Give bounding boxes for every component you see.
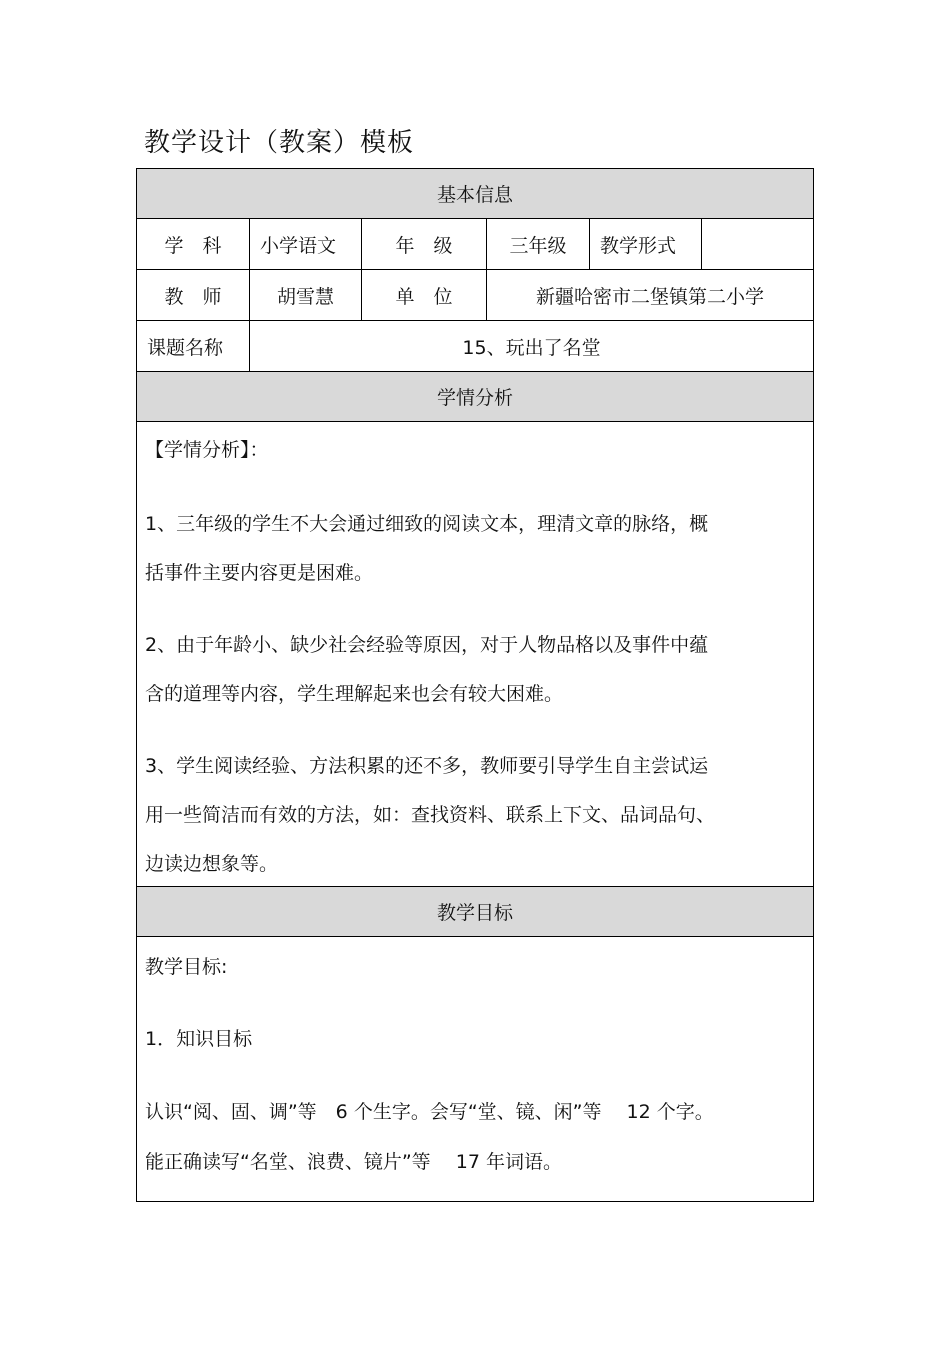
lesson-value: 15、玩出了名堂 bbox=[462, 336, 601, 359]
subject-value: 小学语文 bbox=[250, 219, 362, 269]
analysis-body bbox=[137, 422, 813, 887]
teacher-row bbox=[137, 270, 813, 321]
grade-value: 三年级 bbox=[487, 219, 590, 269]
analysis-line: 括事件主要内容更是困难。 bbox=[145, 562, 374, 584]
basic-info-header-label: 基本信息 bbox=[436, 184, 513, 206]
analysis-header bbox=[137, 372, 813, 422]
basic-info-header bbox=[137, 169, 813, 219]
objectives-header bbox=[137, 887, 813, 937]
page-title: 教学设计（教案）模板 bbox=[144, 128, 415, 158]
teacher-label: 教 师 bbox=[137, 270, 250, 320]
form-value bbox=[702, 219, 813, 269]
analysis-line: 3、学生阅读经验、方法积累的还不多，教师要引导学生自主尝试运 bbox=[145, 755, 709, 777]
subject-label: 学 科 bbox=[137, 219, 250, 269]
objectives-body bbox=[137, 937, 813, 1201]
lesson-plan-table bbox=[136, 168, 814, 1202]
analysis-line: 1、三年级的学生不大会通过细致的阅读文本，理清文章的脉络，概 bbox=[145, 513, 709, 535]
teacher-value: 胡雪慧 bbox=[250, 270, 362, 320]
lesson-label: 课题名称 bbox=[137, 321, 250, 371]
objectives-line: 教学目标: bbox=[145, 956, 228, 978]
unit-label: 单 位 bbox=[362, 270, 487, 320]
form-label: 教学形式 bbox=[590, 219, 702, 269]
objectives-line: 认识“阅、固、调”等 6 个生字。会写“堂、镜、闲”等 12 个字。 bbox=[145, 1101, 714, 1123]
grade-label: 年 级 bbox=[362, 219, 487, 269]
analysis-line: 【学情分析】： bbox=[145, 439, 269, 461]
analysis-line: 含的道理等内容，学生理解起来也会有较大困难。 bbox=[145, 683, 564, 705]
unit-value: 新疆哈密市二堡镇第二小学 bbox=[535, 285, 764, 308]
objectives-line: 1．知识目标 bbox=[145, 1028, 253, 1050]
objectives-line: 能正确读写“名堂、浪费、镜片”等 17 年词语。 bbox=[145, 1151, 562, 1173]
objectives-header-label: 教学目标 bbox=[436, 902, 513, 924]
analysis-line: 2、由于年龄小、缺少社会经验等原因，对于人物品格以及事件中蕴 bbox=[145, 634, 709, 656]
subject-row bbox=[137, 219, 813, 270]
lesson-row bbox=[137, 321, 813, 372]
analysis-line: 用一些简洁而有效的方法，如：查找资料、联系上下文、品词品句、 bbox=[145, 804, 716, 826]
analysis-header-label: 学情分析 bbox=[436, 387, 513, 409]
analysis-line: 边读边想象等。 bbox=[145, 853, 279, 875]
